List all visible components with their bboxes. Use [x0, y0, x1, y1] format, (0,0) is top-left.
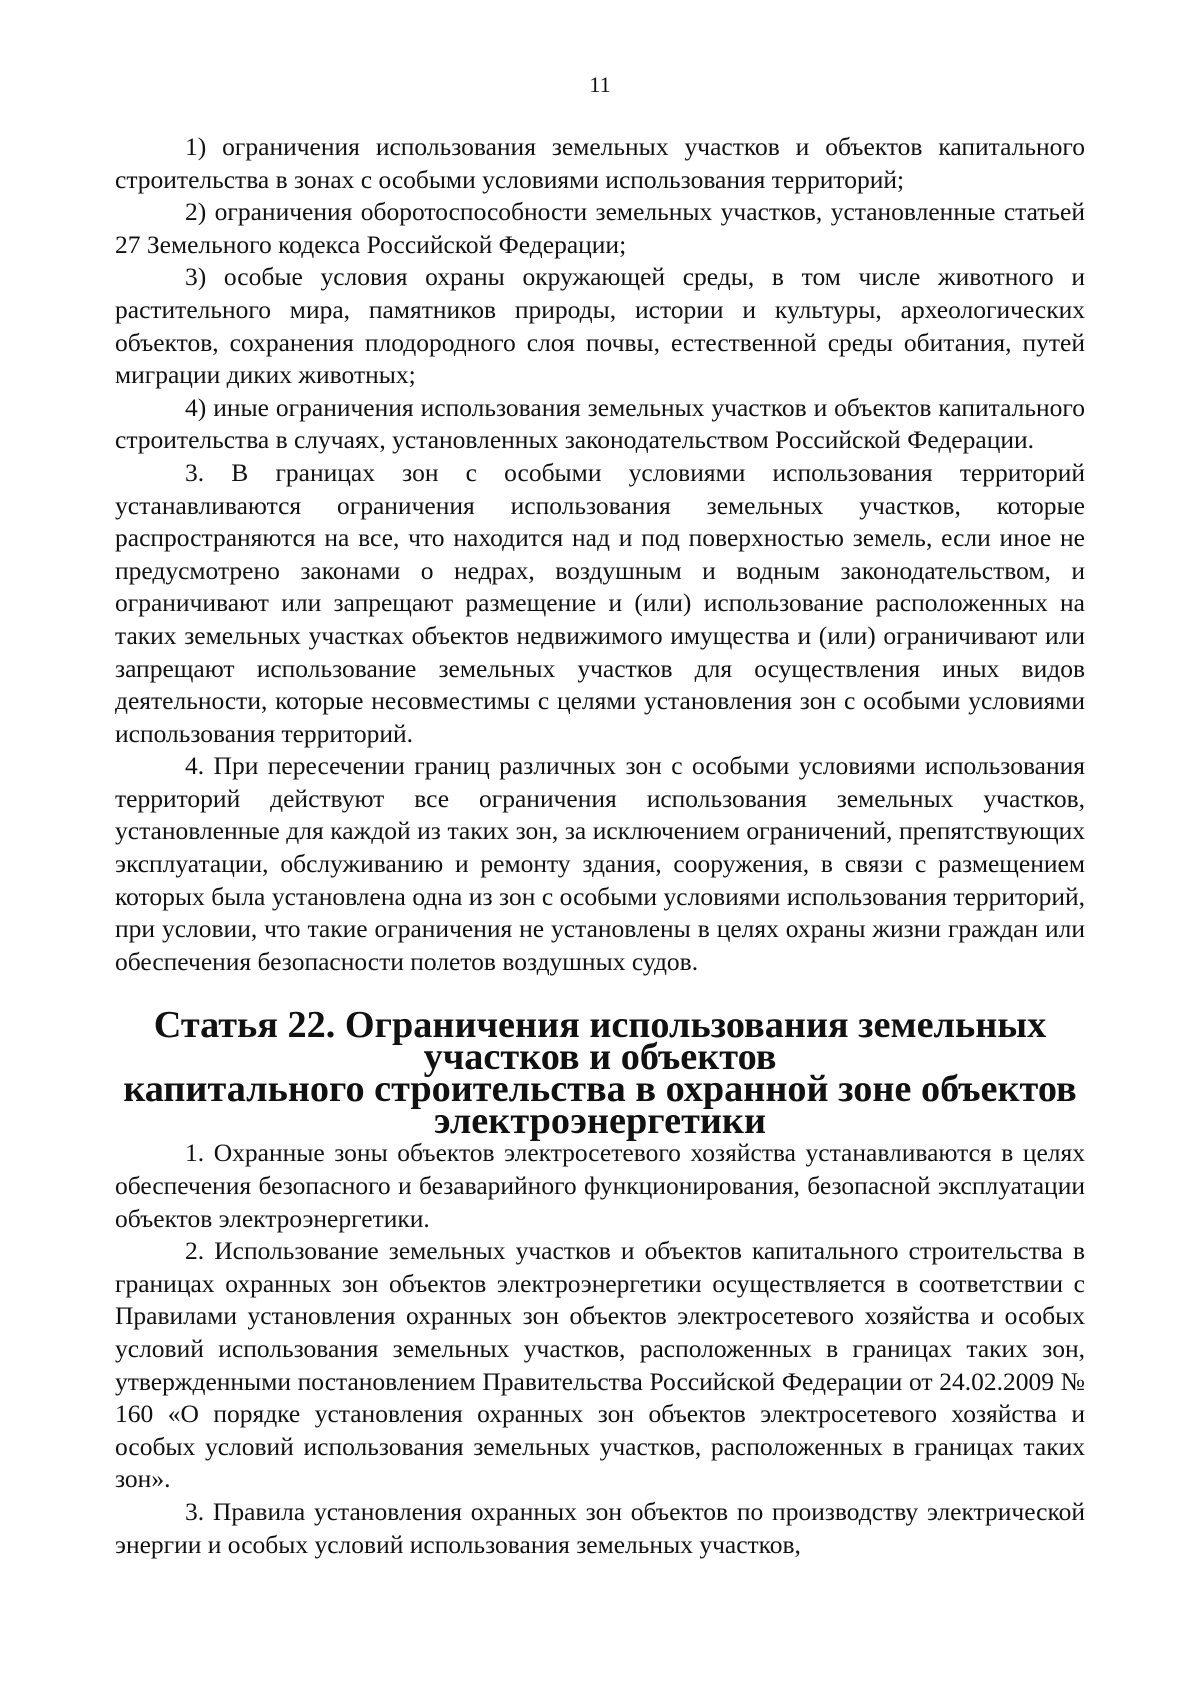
paragraph-article-22-clause-3: 3. Правила установления охранных зон объектов по производству электрической энергии и особых условий использования земельных участков, — [115, 1496, 1085, 1559]
paragraph-article-22-clause-1: 1. Охранные зоны объектов электросетевого хозяйства устанавливаются в целях обеспечения безопасного и безаварийного функционирования, безопасной эксплуатации объектов электроэнергетики. — [115, 1138, 1085, 1233]
paragraph-item-3-environment-protection: 3) особые условия охраны окружающей среды, в том числе животного и растительного мира, памятников природы, истории и культуры, археологических объектов, сохранения плодородного слоя почвы, естественной среды обитания, путей миграции диких животных; — [115, 262, 1085, 390]
article-heading-line-1: Статья 22. Ограничения использования земельных участков и объектов — [153, 1004, 1047, 1079]
page-number: 11 — [589, 72, 611, 97]
article-22-heading — [115, 1004, 1085, 1143]
paragraph-item-2-turnover-restrictions: 2) ограничения оборотоспособности земельных участков, установленные статьей 27 Земельного кодекса Российской Федерации; — [115, 197, 1085, 259]
paragraph-article-22-clause-2: 2. Использование земельных участков и объектов капитального строительства в границах охранных зон объектов электроэнергетики осуществляется в соответствии с Правилами установления охранных зон объектов электросетевого хозяйства и особых условий использования земельных участков, расположенных в границах таких зон, утвержденными постановлением Правительства Российской Федерации от 24.02.2009 № 160 «О порядке установления охранных зон объектов электросетевого хозяйства и особых условий использования земельных участков, расположенных в границах таких зон». — [115, 1236, 1085, 1494]
paragraph-item-1-land-use-restrictions: 1) ограничения использования земельных участков и объектов капитального строительства в зонах с особыми условиями использования территорий; — [115, 132, 1085, 194]
article-heading-line-2: капитального строительства в охранной зоне объектов электроэнергетики — [123, 1068, 1077, 1143]
document-body — [115, 131, 1085, 1561]
paragraph-clause-3-zone-boundaries: 3. В границах зон с особыми условиями использования территорий устанавливаются ограничения использования земельных участков, которые распространяются на все, что находится над и под поверхностью земель, если иное не предусмотрено законами о недрах, воздушным и водным законодательством, и ограничивают или запрещают размещение и (или) использование расположенных на таких земельных участках объектов недвижимого имущества и (или) ограничивают или запрещают использование земельных участков для осуществления иных видов деятельности, которые несовместимы с целями установления зон с особыми условиями использования территорий. — [115, 457, 1085, 748]
paragraph-item-4-other-restrictions: 4) иные ограничения использования земельных участков и объектов капитального строительства в случаях, установленных законодательством Российской Федерации. — [115, 392, 1085, 455]
paragraph-clause-4-zone-intersection: 4. При пересечении границ различных зон с особыми условиями использования территорий действуют все ограничения использования земельных участков, установленные для каждой из таких зон, за исключением ограничений, препятствующих эксплуатации, обслуживанию и ремонту здания, сооружения, в связи с размещением которых была установлена одна из зон с особыми условиями использования территорий, при условии, что такие ограничения не установлены в целях охраны жизни граждан или обеспечения безопасности полетов воздушных судов. — [115, 751, 1085, 976]
